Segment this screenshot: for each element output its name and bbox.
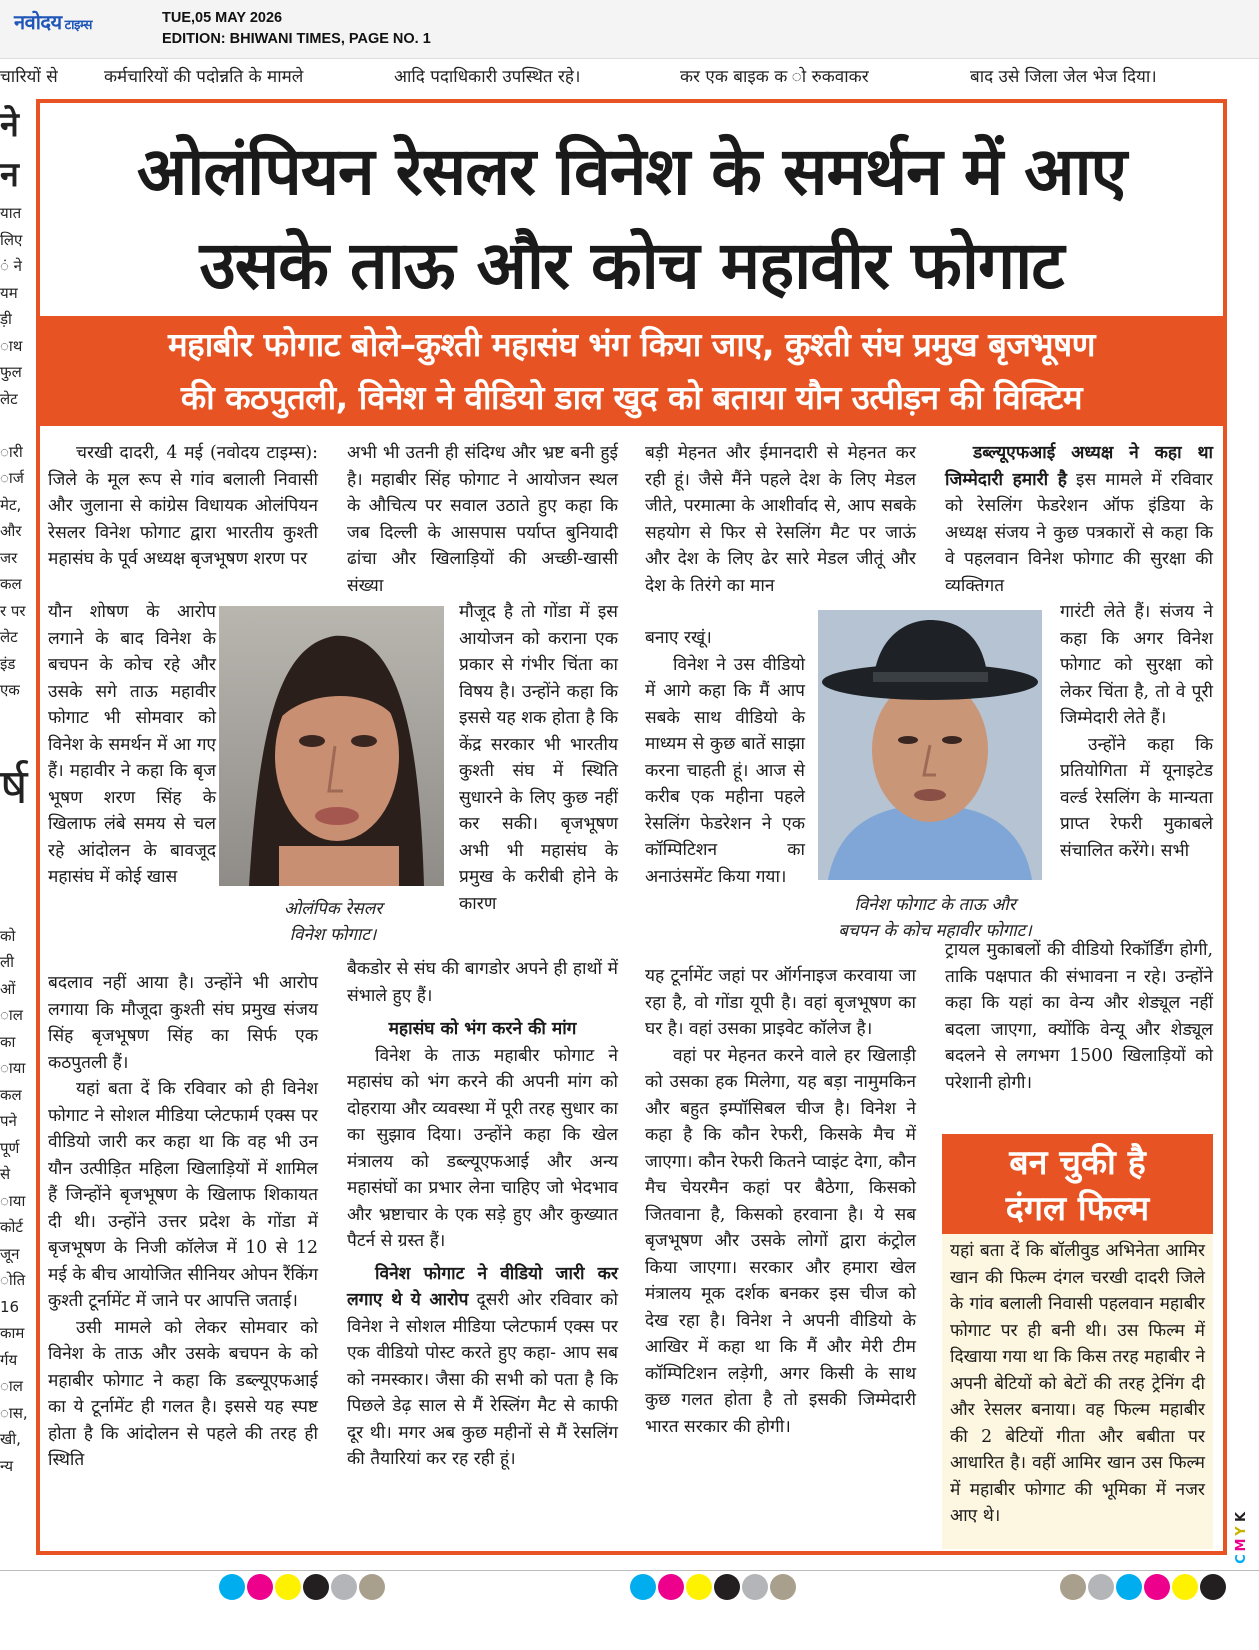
caption-line: विनेश फोगाट के ताऊ और: [854, 895, 1016, 915]
masthead-bar: [0, 0, 1259, 59]
edge-fragment: एक: [0, 681, 20, 699]
paragraph: विनेश के ताऊ महाबीर फोगाट ने महासंघ को भंग करने की अपनी मांग को दोहराया और व्यवस्था में पूरी तरह सुधार का का सुझाव दिया। उन्होंने कहा कि खेल मंत्रालय को डब्ल्यूएफआई और अन्य महासंघों का प्रभार लेना चाहिए जो भेदभाव और भ्रष्टाचार के एक सड़े हुए और कुख्यात पैटर्न से ग्रस्त हैं।: [347, 1045, 618, 1251]
paragraph: गारंटी लेते हैं। संजय ने कहा कि अगर विनेश फोगाट को सुरक्षा को लेकर चिंता है, तो वे पूरी जिम्मेदारी लेते हैं।: [1060, 602, 1213, 728]
paragraph-text: इस मामले में रविवार को रेसलिंग फेडरेशन ऑफ इंडिया के अध्यक्ष संजय ने कुछ पत्रकारों से कहा कि वे पहलवान विनेश फोगाट की सुरक्षा की व्यक्तिगत: [945, 469, 1213, 596]
article-column-4-rest: [945, 937, 1213, 1096]
edge-fragment: यात: [0, 204, 22, 222]
article-column-2: [347, 440, 618, 599]
strip-text: आदि पदाधिकारी उपस्थित रहे।: [394, 67, 581, 87]
paragraph: विनेश ने उस वीडियो में आगे कहा कि मैं आप सबके साथ वीडियो के माध्यम से कुछ बातें साझा करना चाहती हूं। आज से करीब एक महीना पहले रेसलिंग फेडरेशन ने एक कॉम्पिटिशन का अनाउंसमेंट किया गया।: [645, 654, 805, 887]
edge-fragment: र्गय: [0, 1350, 18, 1369]
paragraph: यहां बता दें कि रविवार को ही विनेश फोगाट ने सोशल मीडिया प्लेटफार्म एक्स पर वीडियो जारी कर कहा था कि वह भी उन यौन उत्पीड़ित महिला खिलाड़ियों में शामिल हैं जिन्होंने बृजभूषण के खिलाफ शिकायत दी थी। उन्होंने उत्तर प्रदेश के गोंडा में बृजभूषण के निजी कॉलेज में 10 से 12 मई के बीच आयोजित सीनियर ओपन रैंकिंग कुश्ती टूर्नामेंट में जाने पर आपत्ति जताई।: [48, 1079, 318, 1311]
edge-fragment: कल: [0, 1085, 22, 1104]
date-line: TUE,05 MAY 2026: [162, 10, 283, 26]
edge-fragment: ड़ी: [0, 310, 12, 328]
caption-line: बचपन के कोच महावीर फोगाट।: [838, 921, 1032, 941]
article-column-1-narrow: [48, 599, 216, 891]
registration-dot: [714, 1574, 740, 1600]
article-column-2-rest: [347, 956, 618, 1473]
paragraph: बड़ी मेहनत और ईमानदारी से मेहनत कर रही हूं। जैसे मैंने पहले देश के लिए मेडल जीते, परमात्मा के आशीर्वाद से, आप सबके सहयोग से फिर से रेसलिंग मैट पर जाऊं और देश के लिए ढेर सारे मेडल जीतूं और देश के तिरंगे का मान: [645, 443, 916, 596]
edge-fragment: [0, 843, 30, 870]
edge-fragment: को: [0, 926, 16, 945]
edge-fragment: लिए: [0, 230, 23, 249]
edge-fragment: ली: [0, 953, 15, 971]
paragraph-text: दूसरी ओर रविवार को विनेश ने सोशल मीडिया प्लेटफार्म एक्स पर एक वीडियो पोस्ट करते हुए कहा- आप सब को नमस्कार। जैसा की सभी को पता है कि पिछले डेढ़ साल से मैं रेस्लिंग मैट से काफी दूर थी। मगर अब कुछ महीनों से मैं रेसलिंग की तैयारियां कर रह रही हूं।: [347, 1290, 618, 1469]
cmyk-letter: Y: [1234, 1526, 1249, 1536]
photo-1-caption: [238, 896, 428, 948]
paragraph: यह टूर्नामेंट जहां पर ऑर्गनाइज करवाया जा रहा है, वो गोंडा यूपी है। वहां बृजभूषण का घर है। वहां उसका प्राइवेट कॉलेज है।: [645, 966, 916, 1039]
registration-dot: [1200, 1574, 1226, 1600]
edge-fragment: काम: [0, 1324, 25, 1342]
article-column-4-narrow: [1060, 599, 1213, 864]
paragraph: यौन शोषण के आरोप लगाने के बाद विनेश के बचपन के कोच रहे और उसके सगे ताऊ महावीर फोगाट भी सोमवार को विनेश के समर्थन में आ गए हैं। महावीर ने कहा कि बृज भूषण शरण सिंह के खिलाफ लंबे समय से चल रहे आंदोलन के बावजूद महासंघ में कोई खास: [48, 602, 216, 887]
registration-dot: [303, 1574, 329, 1600]
caption-line: विनेश फोगाट।: [289, 925, 377, 945]
edge-fragment: न्य: [0, 1456, 14, 1475]
edge-fragment: लेट: [0, 628, 18, 646]
edge-fragment: [0, 817, 30, 844]
article-column-1-rest: [48, 970, 318, 1474]
paragraph: उसी मामले को लेकर सोमवार को विनेश के ताऊ और उसके बचपन के को महाबीर फोगाट ने कहा कि डब्ल्यूएफआई का ये टूर्नामेंट ही गलत है। इससे यह स्पष्ट होता है कि आंदोलन से पहले की तरह ही स्थिति: [48, 1317, 318, 1470]
registration-dot: [331, 1574, 357, 1600]
article-column-4: [945, 440, 1213, 599]
registration-dot: [686, 1574, 712, 1600]
sidebox-body: यहां बता दें कि बॉलीवुड अभिनेता आमिर खान की फिल्म दंगल चरखी दादरी जिले के गांव बलाली निवासी पहलवान महाबीर फोगाट पर ही बनी थी। उस फिल्म में दिखाया गया था कि किस तरह महाबीर ने अपनी बेटियों को बेटों की तरह ट्रेनिंग दी और रेसलर बनाया। वह फिल्म महाबीर की 2 बेटियों गीता और बबीता पर आधारित है। वहीं आमिर खान उस फिल्म में महाबीर फोगाट की भूमिका में नजर आए थे।: [942, 1234, 1213, 1549]
registration-dot: [1172, 1574, 1198, 1600]
edge-fragment: जून: [0, 1244, 20, 1263]
section-subhead: महासंघ को भंग करने की मांग: [388, 1019, 577, 1039]
edge-fragment: ाथ: [0, 336, 23, 355]
edge-fragment: मेट,: [0, 495, 22, 514]
registration-dot: [1088, 1574, 1114, 1600]
paragraph: वहां पर मेहनत करने वाले हर खिलाड़ी को उसका हक मिलेगा, यह बड़ा नामुमकिन और बहुत इम्पॉसिबल चीज है। विनेश ने कहा है कि कौन रेफरी, किसके मैच में जाएगा। कौन रेफरी कितने प्वाइंट देगा, कौन मैच चेयरमैन कहां पर बैठेगा, किसको जितवाना है, किसको हरवाना है। ये सब बृजभूषण और उसके लोगों द्वारा कंट्रोल किया जाएगा। सरकार और हमारा खेल मंत्रालय मूक दर्शक बनकर इस चीज को देख रहा है। विनेश ने अपनी वीडियो के आखिर में कहा था कि मैं और मेरी टीम कॉम्पिटिशन लड़ेगी, अगर किसी के साथ कुछ गलत होता है तो इसकी जिम्मेदारी भारत सरकार की होगी।: [645, 1045, 916, 1437]
portrait-image: [818, 610, 1042, 880]
edge-fragment: [0, 896, 30, 923]
cmyk-mark: [1232, 1510, 1252, 1566]
edge-fragment: ारी: [0, 442, 23, 461]
edge-fragment: ार्ज: [0, 469, 24, 487]
registration-dot: [1060, 1574, 1086, 1600]
newspaper-logo: नवोदय टाइम्स: [14, 10, 92, 34]
edge-fragment: [0, 730, 30, 757]
registration-dot: [275, 1574, 301, 1600]
edge-fragment: [0, 704, 30, 731]
registration-dot: [359, 1574, 385, 1600]
portrait-image: [219, 606, 444, 886]
article-column-3: [645, 440, 916, 599]
edge-fragment: कोर्ट: [0, 1218, 23, 1236]
edge-fragment: ाया: [0, 1191, 26, 1210]
top-news-strip: [0, 60, 1259, 92]
paragraph: उन्होंने कहा कि प्रतियोगिता में यूनाइटेड वर्ल्ड रेसलिंग के मान्यता प्राप्त रेफरी मुकाबले संचालित करेंगे। सभी: [1060, 734, 1213, 861]
paragraph: बनाए रखूं।: [645, 628, 712, 648]
cmyk-letter: C: [1234, 1554, 1249, 1564]
left-edge-column: [0, 100, 30, 1560]
registration-line: [0, 1570, 1259, 1571]
subheadline-line-1: महाबीर फोगाट बोले–कुश्ती महासंघ भंग किया जाए, कुश्ती संघ प्रमुख बृजभूषण: [167, 325, 1096, 364]
edge-fragment: से: [0, 1165, 11, 1183]
registration-dot: [219, 1574, 245, 1600]
paragraph: [945, 440, 1213, 599]
edge-fragment: [0, 870, 30, 897]
paragraph: [347, 1261, 618, 1473]
cmyk-letter: K: [1234, 1511, 1249, 1523]
edition-info: [162, 8, 431, 50]
registration-dot: [1144, 1574, 1170, 1600]
headline-line-2: उसके ताऊ और कोच महावीर फोगाट: [199, 227, 1064, 304]
mahavir-phogat-photo: [818, 610, 1042, 880]
edge-fragment: ने: [0, 105, 19, 145]
subheadline-banner: [40, 316, 1223, 426]
article-column-2-narrow: [459, 599, 618, 917]
edge-fragment: पूर्ण: [0, 1138, 20, 1157]
edge-fragment: र पर: [0, 601, 26, 620]
registration-dot: [1116, 1574, 1142, 1600]
sidebox-title-line: दंगल फिल्म: [1005, 1189, 1150, 1229]
edge-fragment: यम: [0, 283, 18, 302]
inline-subhead: विनेश फोगाट ने वीडियो जारी कर लगाए थे ये आरोप: [347, 1263, 618, 1310]
edge-fragment: फुल: [0, 363, 22, 381]
edge-fragment: ाल: [0, 1006, 23, 1024]
registration-dot: [742, 1574, 768, 1600]
edge-fragment: और: [0, 522, 22, 540]
edge-fragment: ाया: [0, 1059, 26, 1077]
caption-line: ओलंपिक रेसलर: [283, 899, 383, 919]
edge-fragment: लेट: [0, 389, 18, 408]
registration-dot: [770, 1574, 796, 1600]
paragraph: मौजूद है तो गोंडा में इस आयोजन को कराना एक प्रकार से गंभीर चिंता का विषय है। उन्होंने कहा कि इससे यह शक होता है कि केंद्र सरकार भी भारतीय कुश्ती संघ में स्थिति सुधारने के लिए कुछ नहीं कर सकी। बृजभूषण अभी भी महासंघ के प्रमुख के करीबी होने के कारण: [459, 602, 618, 914]
strip-text: कर एक बाइक क ो रुकवाकर: [680, 67, 869, 87]
registration-dot: [630, 1574, 656, 1600]
subheadline-line-2: की कठपुतली, विनेश ने वीडियो डाल खुद को बताया यौन उत्पीड़न की विक्टिम: [180, 378, 1083, 417]
registration-dot: [247, 1574, 273, 1600]
paragraph: चरखी दादरी, 4 मई (नवोदय टाइम्स): जिले के मूल रूप से गांव बलाली निवासी और जुलाना से कांग्रेस विधायक ओलंपियन रेसलर विनेश फोगाट द्वारा भारतीय कुश्ती महासंघ के पूर्व अध्यक्ष बृजभूषण शरण पर: [48, 443, 318, 569]
vinesh-phogat-photo: [219, 606, 444, 886]
edge-fragment: कल: [0, 575, 22, 593]
edge-fragment: न: [0, 155, 19, 195]
edge-fragment: ओं: [0, 979, 16, 998]
article-column-3-narrow: [645, 625, 805, 890]
edge-fragment: र्ष: [0, 758, 28, 815]
article-column-3-rest: [645, 963, 916, 1440]
edge-fragment: जर: [0, 548, 18, 567]
article-column-1: [48, 440, 318, 573]
sidebox-title: [942, 1134, 1213, 1234]
edge-fragment: 16: [0, 1297, 20, 1316]
edition-line: EDITION: BHIWANI TIMES, PAGE NO. 1: [162, 31, 431, 47]
edge-fragment: का: [0, 1032, 16, 1051]
edge-fragment: ोति: [0, 1271, 26, 1289]
edge-fragment: खी,: [0, 1430, 21, 1448]
inline-subhead: डब्ल्यूएफआई अध्यक्ष ने कहा था जिम्मेदारी हमारी है: [945, 443, 1213, 490]
paragraph: ट्रायल मुकाबलों की वीडियो रिकॉर्डिंग होगी, ताकि पक्षपात की संभावना न रहे। उन्होंने कहा कि यहां का वेन्य और शेड्यूल नहीं बदला जाएगा, क्योंकि वेन्यू और शेड्यूल बदलने से लगभग 1500 खिलाड़ियों को परेशानी होगी।: [945, 940, 1213, 1093]
sidebox-title-line: बन चुकी है: [1009, 1143, 1146, 1183]
strip-text: बाद उसे जिला जेल भेज दिया।: [970, 67, 1157, 87]
strip-text: कर्मचारियों की पदोन्नति के मामले: [104, 67, 304, 87]
headline: [40, 125, 1223, 313]
paragraph: अभी भी उतनी ही संदिग्ध और भ्रष्ट बनी हुई है। महाबीर सिंह फोगाट ने आयोजन स्थल के औचित्य पर सवाल उठाते हुए कहा कि जब दिल्ली के आसपास पर्याप्त बुनियादी ढांचा और खिलाड़ियों की अच्छी-खासी संख्या: [347, 443, 618, 596]
cmyk-letter: M: [1234, 1538, 1249, 1552]
edge-fragment: इंड: [0, 654, 16, 673]
edge-fragment: ाल: [0, 1377, 23, 1395]
edge-fragment: ास,: [0, 1403, 28, 1422]
strip-text: चारियों से: [0, 67, 58, 87]
paragraph: बदलाव नहीं आया है। उन्होंने भी आरोप लगाया कि मौजूदा कुश्ती संघ प्रमुख संजय सिंह बृजभूषण सिंह का सिर्फ एक कठपुतली हैं।: [48, 973, 318, 1073]
headline-line-1: ओलंपियन रेसलर विनेश के समर्थन में आए: [136, 133, 1127, 210]
edge-fragment: ं ने: [0, 257, 23, 275]
paragraph: बैकडोर से संघ की बागडोर अपने ही हाथों में संभाले हुए हैं।: [347, 959, 618, 1006]
edge-fragment: पने: [0, 1112, 17, 1130]
registration-dot: [658, 1574, 684, 1600]
edge-fragment: [0, 412, 30, 439]
